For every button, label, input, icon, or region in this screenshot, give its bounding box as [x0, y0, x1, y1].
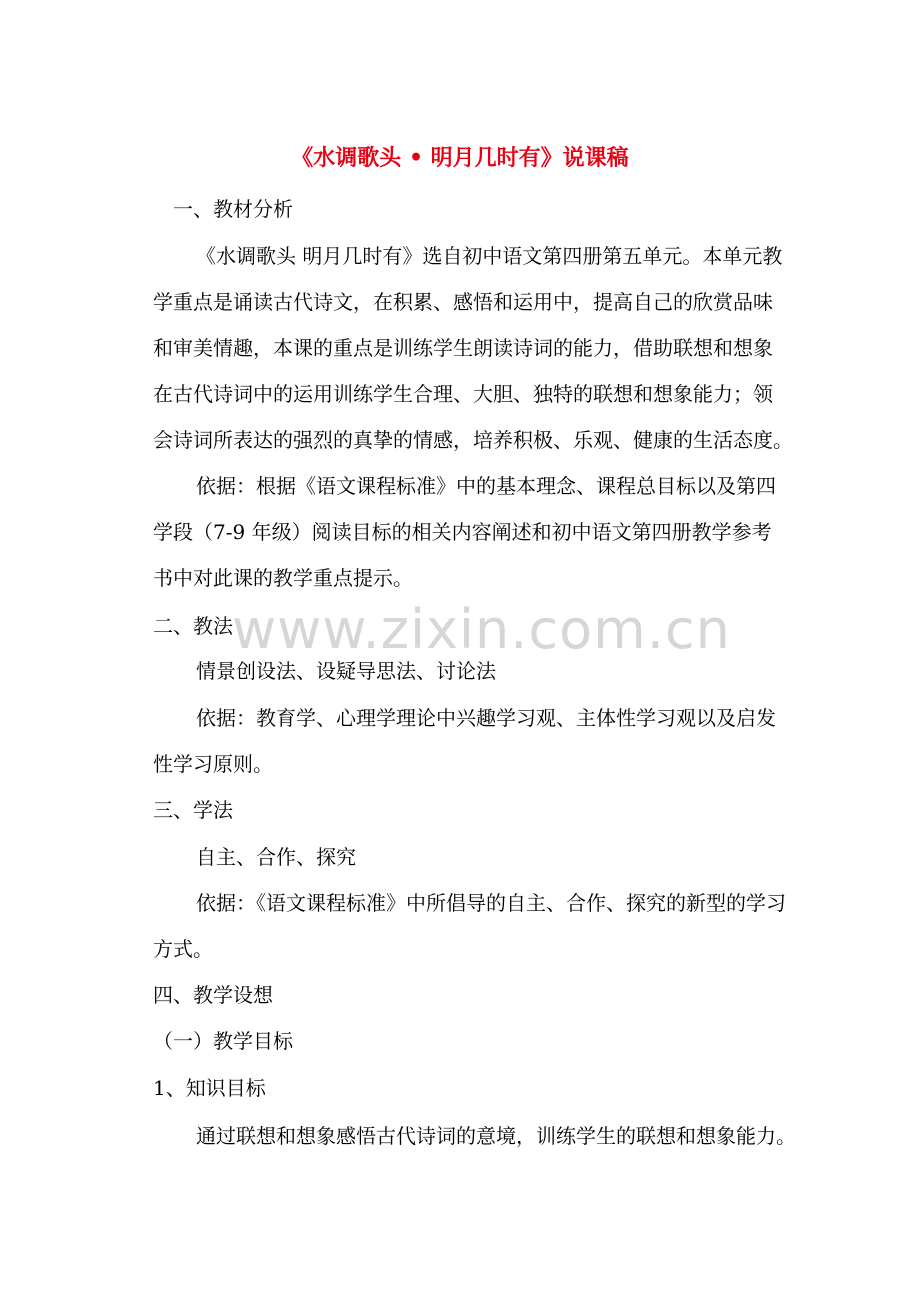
paragraph-line: 依据：教育学、心理学理论中兴趣学习观、主体性学习观以及启发 [196, 706, 776, 730]
paragraph-line: 依据：根据《语文课程标准》中的基本理念、课程总目标以及第四 [196, 474, 776, 498]
paragraph-line: 会诗词所表达的强烈的真挚的情感，培养积极、乐观、健康的生活态度。 [153, 428, 793, 452]
section-heading-textbook-analysis: 一、教材分析 [173, 197, 293, 221]
paragraph-line: 性学习原则。 [153, 752, 273, 776]
document-title: 《水调歌头 • 明月几时有》说课稿 [291, 145, 629, 171]
paragraph-line: 《水调歌头 明月几时有》选自初中语文第四册第五单元。本单元教 [196, 244, 783, 268]
paragraph-line: 情景创设法、设疑导思法、讨论法 [196, 659, 496, 683]
paragraph-line: 学重点是诵读古代诗文，在积累、感悟和运用中，提高自己的欣赏品味 [153, 290, 773, 314]
paragraph-line: 依据：《语文课程标准》中所倡导的自主、合作、探究的新型的学习 [196, 891, 786, 915]
paragraph-line: 书中对此课的教学重点提示。 [153, 566, 413, 590]
watermark: www.zixin.com.cn [232, 598, 731, 661]
paragraph-line: 在古代诗词中的运用训练学生合理、大胆、独特的联想和想象能力；领 [153, 382, 773, 406]
section-heading-teaching-plan: 四、教学设想 [153, 983, 273, 1007]
subsection-heading: （一）教学目标 [153, 1029, 293, 1053]
subsection-heading: 1、知识目标 [153, 1076, 266, 1100]
paragraph-line: 学段（7-9 年级）阅读目标的相关内容阐述和初中语文第四册教学参考 [153, 520, 772, 544]
paragraph-line: 通过联想和想象感悟古代诗词的意境，训练学生的联想和想象能力。 [196, 1124, 796, 1148]
paragraph-line: 自主、合作、探究 [196, 845, 356, 869]
paragraph-line: 和审美情趣，本课的重点是训练学生朗读诗词的能力，借助联想和想象 [153, 336, 773, 360]
paragraph-line: 方式。 [153, 937, 213, 961]
section-heading-learning-method: 三、学法 [153, 798, 233, 822]
section-heading-teaching-method: 二、教法 [153, 614, 233, 638]
